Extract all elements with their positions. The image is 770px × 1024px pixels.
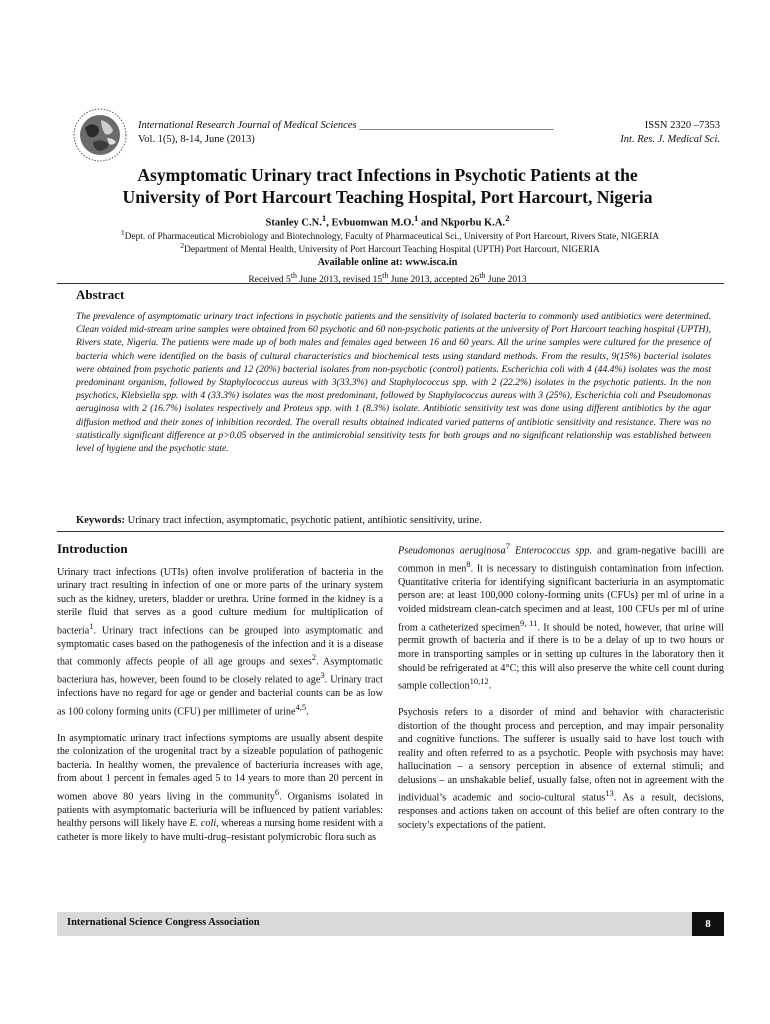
page-number: 8 bbox=[692, 912, 724, 936]
affiliation-2-number: 2 bbox=[180, 241, 185, 250]
p1-text-a: Urinary tract infections (UTIs) often involve proliferation of bacteria in the urinary tract resulting in infection of one or more parts of the urinary system such as the kidney, ureters, bladder or urethra. Urine formed in the kidney is a sterile fluid that serves as a good culture medium for multiplication of bacteria bbox=[57, 566, 383, 637]
journal-abbrev: Int. Res. J. Medical Sci. bbox=[620, 134, 720, 145]
p1-text-d: . Urinary tract infections have no regard for age or gender and bacterial counts can be as low as 100 colony forming units (CFU) per millimeter of urine bbox=[57, 674, 383, 718]
author-2-affiliation: 1 bbox=[414, 213, 419, 223]
footer-organization: International Science Congress Association bbox=[67, 917, 260, 928]
issn-block bbox=[620, 119, 720, 147]
author-3: and Nkporbu K.A. bbox=[418, 217, 506, 229]
p3-text-e: . bbox=[488, 680, 492, 692]
p4-text-a: Psychosis refers to a disorder of mind and behavior with characteristic distortion of the thought process and perception, and may impair personality and cognitive functions. The sufferer is usually said to have lost touch with reality and often referred to as a psychotic. People with psychosis may have: hallucination – a sensory perception in absence of external stimuli; and delusions – an unshakable belief, usually false, often not in agreement with the individual’s academic and socio-cultural status bbox=[398, 707, 724, 804]
p2-text-a: In asymptomatic urinary tract infections symptoms are usually absent despite the colonization of the urogenital tract by a sizeable population of pathogenic bacteria. In healthy women, the prevalence of bacteriuria increases with age, from about 1 percent in females aged 5 to 14 years to more than 20 percent in women above 80 years living in the community bbox=[57, 732, 383, 803]
citation: 6 bbox=[274, 786, 280, 797]
right-column bbox=[398, 540, 724, 845]
species-name: Pseudomonas aeruginosa bbox=[398, 545, 506, 557]
p3-text-b: and gram-negative bacilli are common in men bbox=[398, 545, 725, 575]
keywords-label: Keywords: bbox=[76, 515, 125, 526]
abstract-top-divider bbox=[57, 283, 724, 284]
accepted-date: June 2013, accepted 26 bbox=[388, 275, 480, 286]
journal-name: International Research Journal of Medical Sciences _____________________________________ bbox=[138, 120, 554, 131]
p2-text-b: . Organisms isolated in patients with asymptomatic bacteriuria will be influenced by patient variables: healthy persons will likely have bbox=[57, 791, 383, 830]
author-1: Stanley C.N. bbox=[265, 217, 322, 229]
citation: 13 bbox=[605, 788, 614, 799]
species-name: E. coli bbox=[189, 818, 217, 830]
p1-text-b: . Urinary tract infections can be grouped into asymptomatic and symptomatic cases based on the pathogenesis of the infection and it is a disease that commonly affects people of all age groups and sexes bbox=[57, 625, 383, 668]
p4-text-b: . As a result, decisions, responses and actions taken on account of this belief are often contrary to the society’s expectations of the patient. bbox=[398, 792, 724, 831]
accepted-sup: th bbox=[479, 271, 486, 280]
keywords-divider bbox=[57, 531, 724, 532]
title-line-2: University of Port Harcourt Teaching Hospital, Port Harcourt, Nigeria bbox=[122, 187, 653, 207]
availability-line bbox=[60, 256, 715, 269]
received-sup: th bbox=[290, 271, 297, 280]
citation: 1 bbox=[89, 620, 94, 631]
abstract-text: The prevalence of asymptomatic urinary tract infections in psychotic patients and the sensitivity of isolated bacteria to commonly used antibiotics were determined. Clean voided mid-stream urine samples were obtained from 60 psychotic and 60 non-psychotic patients at the university of Port Harcourt teaching hospital (UPTH), Rivers state, Nigeria. The patients were made up of both males and females aged between 16 and 60 years. All the urine samples were cultured for the presence of bacteria which were identified on the basis of cultural characteristics and biochemical tests using standard methods. From the results, 9(15%) bacterial isolates were obtained from psychotic patients and 12 (20%) bacterial isolates from non-psychotic (control) patients. Escherichia coli with 4 (44.4%) isolates was the most predominant organism, followed by Staphylococcus aureus with 3(33.3%) and Staphylococcus spp. with 2 (22.2%) isolates in the psychotic patients. In the non psychotics, Klebsiella spp. with 4 (33.3%) isolates was the most predominant, followed by Staphylococcus aureus with 3 (25%), Escherichia coli and Pseudomonas aeruginosa with 2 (16.7%) isolates respectively and Proteus spp. with 1 (8.3%) isolate. Antibiotic sensitivity test was done using different antibiotics by the agar diffusion method and their zones of inhibition recorded. The overall results obtained indicated varied patterns of antibiotic sensitivity and resistance. There was no statistically significant difference at p>0.05 observed in the antimicrobial sensitivity tests for both groups and no significant relationship was established between level of hygiene and the psychotic state. bbox=[76, 311, 711, 455]
p3-text-d: . It should be noted, however, that urine will permit growth of bacteria and if there is to be a delay of up to two hours or more in transporting samples or in setting up cultures in the laboratory then it should be refrigerated at 4°C; this will also preserve the white cell count during sample collection bbox=[398, 621, 725, 692]
received-date: Received 5 bbox=[248, 275, 291, 286]
intro-paragraph-2 bbox=[57, 732, 383, 845]
availability-label: Available online at: bbox=[317, 257, 406, 268]
p2-text-c: , whereas a nursing home resident with a catheter is more likely to have multi-drug–resistant polymicrobic flora such as bbox=[57, 818, 384, 843]
introduction-heading: Introduction bbox=[57, 541, 128, 556]
citation: 8 bbox=[466, 558, 471, 569]
received-dates bbox=[60, 269, 715, 287]
author-1-affiliation: 1 bbox=[321, 213, 327, 223]
volume-line: Vol. 1(5), 8-14, June (2013) bbox=[138, 134, 255, 145]
intro-paragraph-1 bbox=[57, 566, 383, 719]
species-name: Enterococcus spp. bbox=[515, 545, 592, 557]
journal-logo bbox=[73, 108, 127, 162]
accepted-date-end: June 2013 bbox=[485, 275, 527, 286]
affiliation-2-text: Department of Mental Health, University of Port Harcourt Teaching Hospital (UPTH) Port Harcourt, NIGERIA bbox=[184, 245, 600, 256]
citation: 9, 11 bbox=[519, 617, 538, 628]
p3-text-c: . It is necessary to distinguish contamination from infection. Quantitative criteria for identifying significant bacteriuria in an asymptomatic person are: at least 100,000 colony-forming units (CFUs) per ml of urine in a voided midstream clean-catch specimen and at least, 100 CFUs per ml of urine from a catheterized specimen bbox=[398, 563, 724, 633]
affiliation-1-number: 1 bbox=[120, 228, 125, 237]
affiliation-1-text: Dept. of Pharmaceutical Microbiology and Biotechnology, Faculty of Pharmaceutical Sci., University of Port Harcourt, Rivers State, NIGERIA bbox=[124, 232, 660, 243]
issn: ISSN 2320 –7353 bbox=[644, 120, 720, 131]
p1-text-e: . bbox=[306, 706, 309, 718]
revised-date: June 2013, revised 15 bbox=[296, 275, 383, 286]
revised-sup: th bbox=[382, 271, 389, 280]
citation: 3 bbox=[320, 670, 325, 681]
p1-text-c: . Asymptomatic bacteriura has, however, been found to be closely related to age bbox=[57, 656, 383, 686]
affiliation-2 bbox=[60, 239, 720, 257]
author-3-affiliation: 2 bbox=[505, 213, 510, 223]
journal-url-link[interactable]: www.isca.in bbox=[405, 257, 458, 268]
intro-paragraph-3 bbox=[398, 540, 724, 693]
paper-title bbox=[60, 164, 715, 208]
citation: 4,5 bbox=[295, 701, 307, 712]
intro-paragraph-4 bbox=[398, 706, 724, 832]
citation: 7 bbox=[505, 541, 510, 551]
citation: 10,12 bbox=[469, 676, 489, 687]
citation: 2 bbox=[311, 652, 317, 663]
page-footer bbox=[57, 912, 724, 936]
author-2: , Evbuomwan M.O. bbox=[326, 217, 415, 229]
keywords-text: Urinary tract infection, asymptomatic, psychotic patient, antibiotic sensitivity, urine. bbox=[125, 515, 482, 526]
left-column bbox=[57, 540, 383, 857]
abstract-heading: Abstract bbox=[76, 287, 125, 302]
keywords bbox=[76, 514, 716, 528]
title-line-1: Asymptomatic Urinary tract Infections in Psychotic Patients at the bbox=[137, 165, 638, 185]
journal-header bbox=[138, 119, 553, 147]
